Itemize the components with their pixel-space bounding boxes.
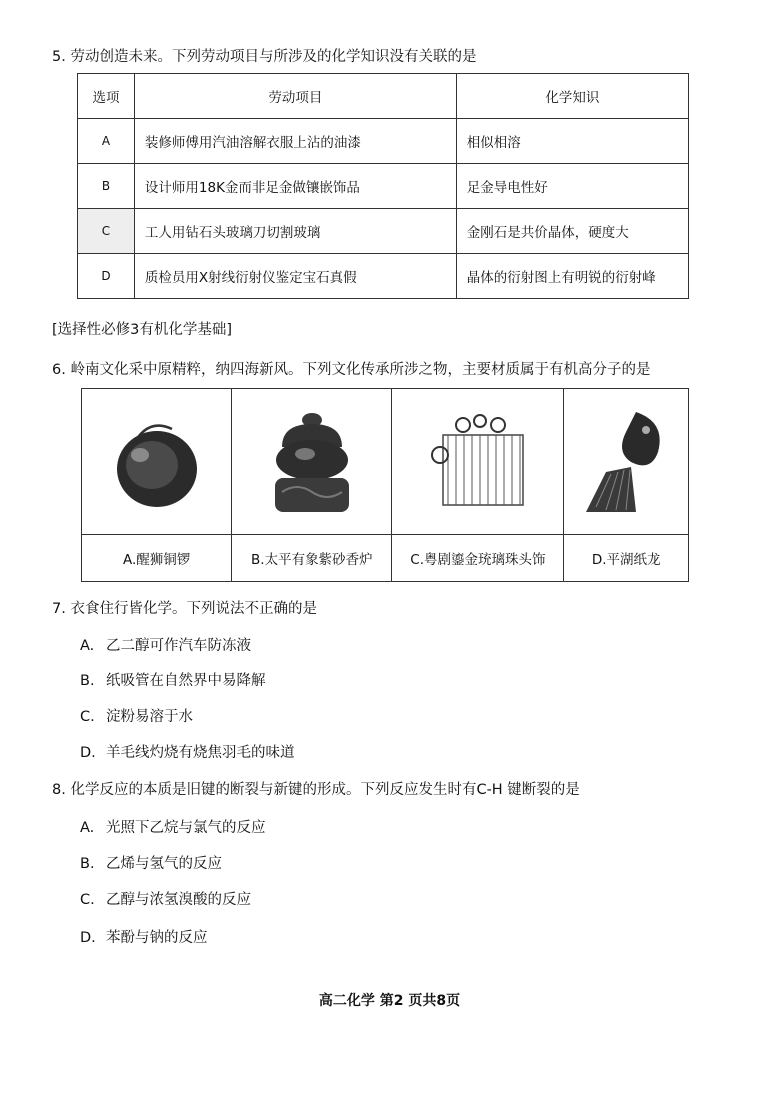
question-5-stem: 5. 劳动创造未来。下列劳动项目与所涉及的化学知识没有关联的是: [52, 49, 477, 65]
incense-burner-icon: [257, 402, 367, 522]
option-letter: C.: [80, 709, 95, 725]
question-8-option-c: [80, 888, 251, 909]
option-letter: A.: [80, 820, 95, 836]
question-7-option-b: [80, 669, 266, 690]
row-labor: 装修师傅用汽油溶解衣服上沾的油漆: [134, 119, 456, 164]
option-text: 乙二醇可作汽车防冻液: [106, 638, 251, 654]
caption-c: C.粤剧鎏金珫璃珠头饰: [392, 535, 564, 582]
row-knowledge: 足金导电性好: [456, 164, 688, 209]
question-6-image-table: [81, 388, 689, 582]
image-cell-b: [232, 389, 392, 535]
option-text: 羊毛线灼烧有烧焦羽毛的味道: [106, 745, 295, 761]
headdress-icon: [418, 407, 538, 517]
question-5-table: [77, 73, 689, 299]
section-label: [选择性必修3有机化学基础]: [52, 322, 233, 338]
caption-row: [82, 535, 689, 582]
option-letter: A.: [80, 638, 95, 654]
gong-icon: [102, 407, 212, 517]
option-letter: B.: [80, 673, 95, 689]
table-row: [78, 254, 689, 299]
header-option: 选项: [78, 74, 135, 119]
image-row: [82, 389, 689, 535]
image-cell-a: [82, 389, 232, 535]
question-6-stem: 6. 岭南文化采中原精粹，纳四海新风。下列文化传承所涉之物，主要材质属于有机高分子的是: [52, 362, 651, 378]
row-labor: 质检员用X射线衍射仪鉴定宝石真假: [134, 254, 456, 299]
table-row: [78, 209, 689, 254]
row-labor: 工人用钻石头玻璃刀切割玻璃: [134, 209, 456, 254]
header-labor: 劳动项目: [134, 74, 456, 119]
caption-d: D.平湖纸龙: [564, 535, 689, 582]
row-knowledge: 金刚石是共价晶体，硬度大: [456, 209, 688, 254]
paper-dragon-icon: [576, 402, 676, 522]
question-7-option-a: [80, 634, 251, 655]
option-letter: D.: [80, 930, 96, 946]
question-7-option-c: [80, 705, 193, 726]
caption-b: B.太平有象紫砂香炉: [232, 535, 392, 582]
row-knowledge: 晶体的衍射图上有明锐的衍射峰: [456, 254, 688, 299]
question-8-option-a: [80, 816, 266, 837]
question-7-option-d: [80, 741, 295, 762]
caption-a: A.醒狮铜锣: [82, 535, 232, 582]
option-text: 乙醇与浓氢溴酸的反应: [106, 892, 251, 908]
image-cell-d: [564, 389, 689, 535]
option-text: 光照下乙烷与氯气的反应: [106, 820, 266, 836]
row-labor: 设计师用18K金而非足金做镶嵌饰品: [134, 164, 456, 209]
row-option: D: [78, 254, 135, 299]
page-footer: 高二化学 第2 页共8页: [318, 993, 461, 1009]
table-row: [78, 164, 689, 209]
row-option: A: [78, 119, 135, 164]
question-8-option-d: [80, 926, 208, 947]
table-row: [78, 119, 689, 164]
option-text: 纸吸管在自然界中易降解: [106, 673, 266, 689]
row-option: C: [78, 209, 135, 254]
row-option: B: [78, 164, 135, 209]
question-8-stem: 8. 化学反应的本质是旧键的断裂与新键的形成。下列反应发生时有C-H 键断裂的是: [52, 782, 580, 798]
table-header-row: [78, 74, 689, 119]
row-knowledge: 相似相溶: [456, 119, 688, 164]
option-letter: C.: [80, 892, 95, 908]
question-7-stem: 7. 衣食住行皆化学。下列说法不正确的是: [52, 601, 317, 617]
option-text: 苯酚与钠的反应: [106, 930, 208, 946]
option-letter: D.: [80, 745, 96, 761]
option-letter: B.: [80, 856, 95, 872]
option-text: 乙烯与氢气的反应: [106, 856, 222, 872]
header-knowledge: 化学知识: [456, 74, 688, 119]
question-8-option-b: [80, 852, 222, 873]
option-text: 淀粉易溶于水: [106, 709, 193, 725]
image-cell-c: [392, 389, 564, 535]
